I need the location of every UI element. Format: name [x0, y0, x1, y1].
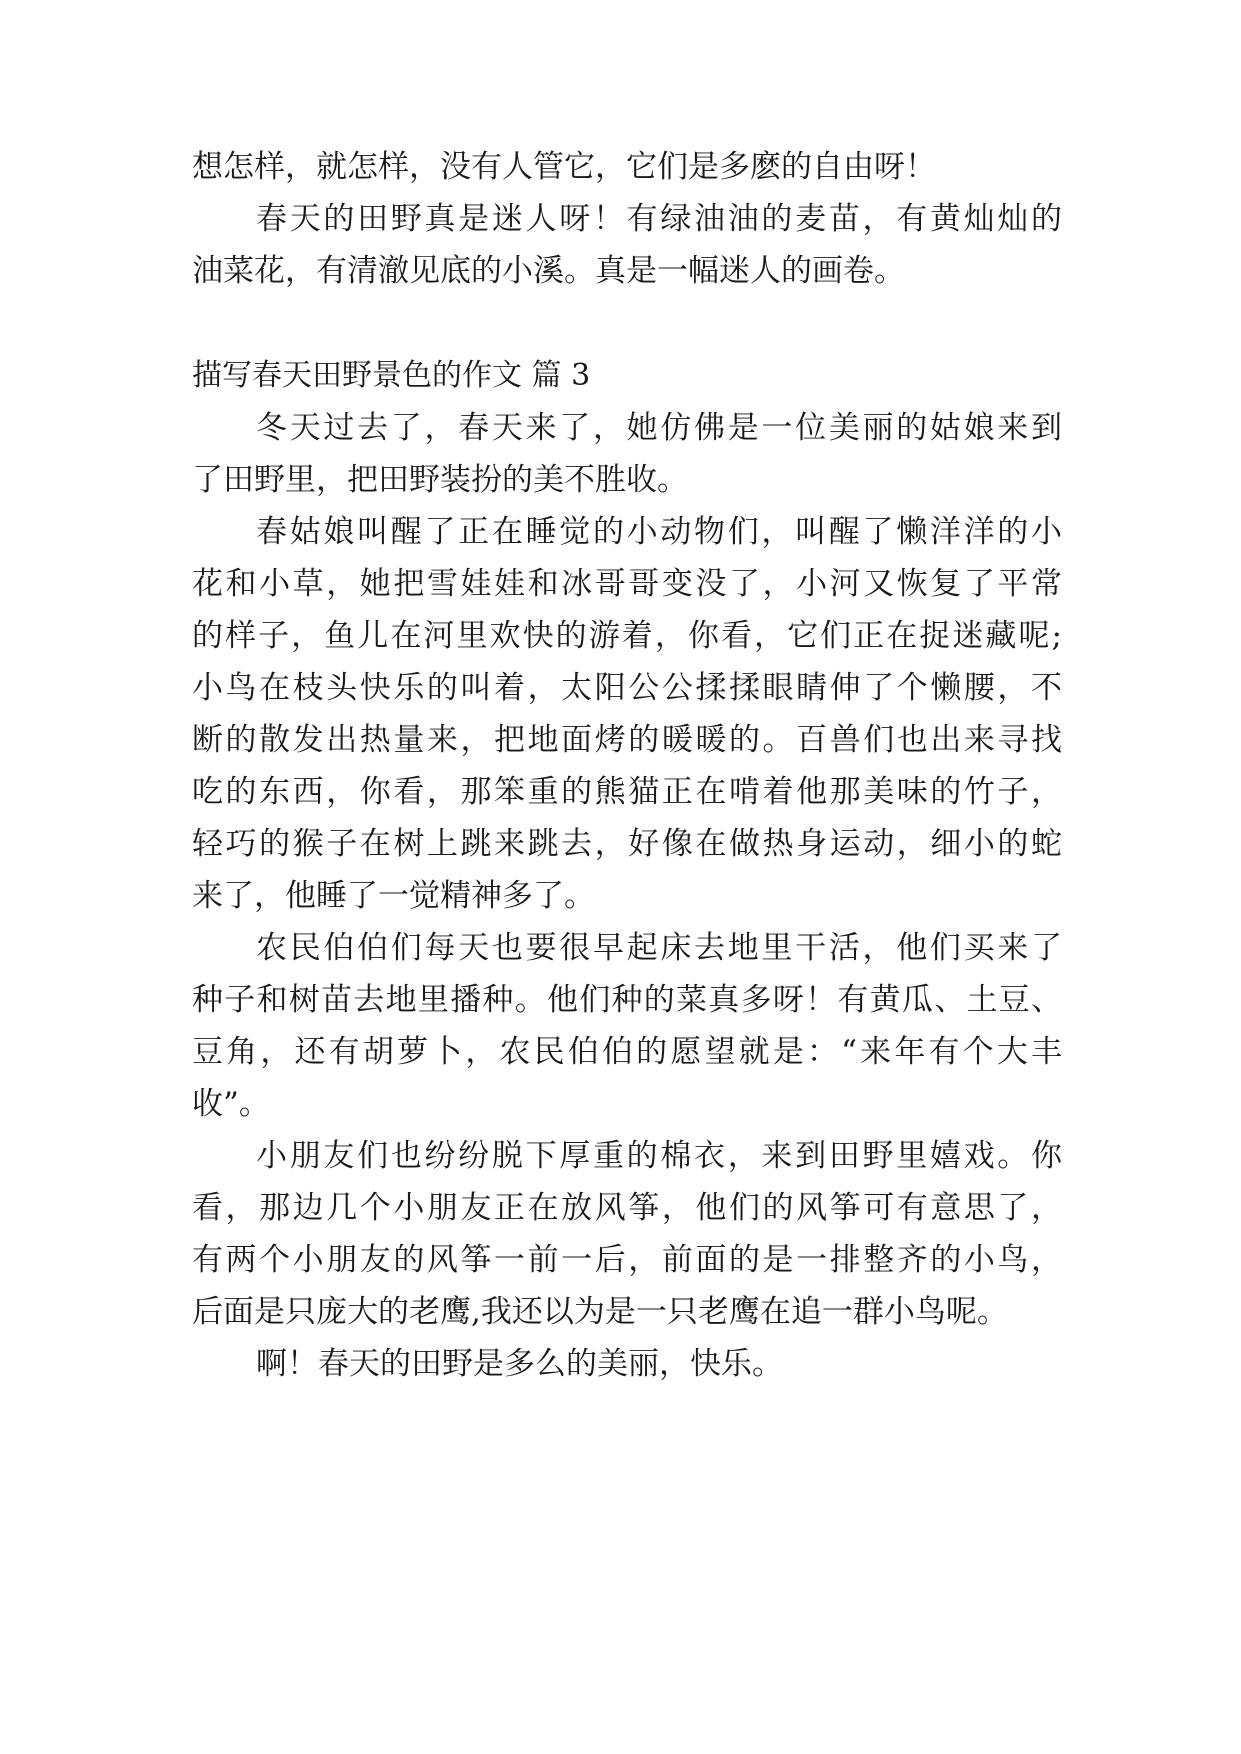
paragraph-line: 种子和树苗去地里播种。他们种的菜真多呀！有黄瓜、土豆、 — [192, 982, 1062, 1018]
paragraph-line: 花和小草，她把雪娃娃和冰哥哥变没了，小河又恢复了平常 — [192, 566, 1062, 602]
paragraph-line: 农民伯伯们每天也要很早起床去地里干活，他们买来了 — [256, 930, 1062, 966]
paragraph-line: 断的散发出热量来，把地面烤的暖暖的。百兽们也出来寻找 — [192, 722, 1062, 758]
paragraph-line: 冬天过去了，春天来了，她仿佛是一位美丽的姑娘来到 — [256, 410, 1062, 446]
paragraph-line: 有两个小朋友的风筝一前一后，前面的是一排整齐的小鸟， — [192, 1242, 1062, 1278]
paragraph-line: 了田野里，把田野装扮的美不胜收。 — [192, 462, 688, 498]
paragraph-line: 小鸟在枝头快乐的叫着，太阳公公揉揉眼睛伸了个懒腰，不 — [192, 670, 1062, 706]
paragraph-line: 油菜花，有清澈见底的小溪。真是一幅迷人的画卷。 — [192, 253, 905, 289]
paragraph-line: 看，那边几个小朋友正在放风筝，他们的风筝可有意思了， — [192, 1190, 1062, 1226]
paragraph-line: 收”。 — [192, 1086, 270, 1122]
paragraph-line: 来了，他睡了一觉精神多了。 — [192, 878, 595, 914]
section-heading: 描写春天田野景色的作文 篇 3 — [192, 358, 591, 393]
paragraph-line: 春天的田野真是迷人呀！有绿油油的麦苗，有黄灿灿的 — [256, 201, 1062, 237]
paragraph-line: 想怎样，就怎样，没有人管它，它们是多麽的自由呀！ — [192, 149, 936, 185]
paragraph-line: 吃的东西，你看，那笨重的熊猫正在啃着他那美味的竹子， — [192, 774, 1062, 810]
paragraph-line: 后面是只庞大的老鹰,我还以为是一只老鹰在追一群小鸟呢。 — [192, 1294, 1008, 1330]
paragraph-line: 的样子，鱼儿在河里欢快的游着，你看，它们正在捉迷藏呢; — [192, 618, 1062, 654]
paragraph-line: 啊！春天的田野是多么的美丽，快乐。 — [256, 1346, 783, 1382]
paragraph-line: 小朋友们也纷纷脱下厚重的棉衣，来到田野里嬉戏。你 — [256, 1138, 1062, 1174]
paragraph-line: 轻巧的猴子在树上跳来跳去，好像在做热身运动，细小的蛇 — [192, 826, 1062, 862]
paragraph-line: 豆角，还有胡萝卜，农民伯伯的愿望就是：“来年有个大丰 — [192, 1034, 1062, 1070]
paragraph-line: 春姑娘叫醒了正在睡觉的小动物们，叫醒了懒洋洋的小 — [256, 514, 1062, 550]
